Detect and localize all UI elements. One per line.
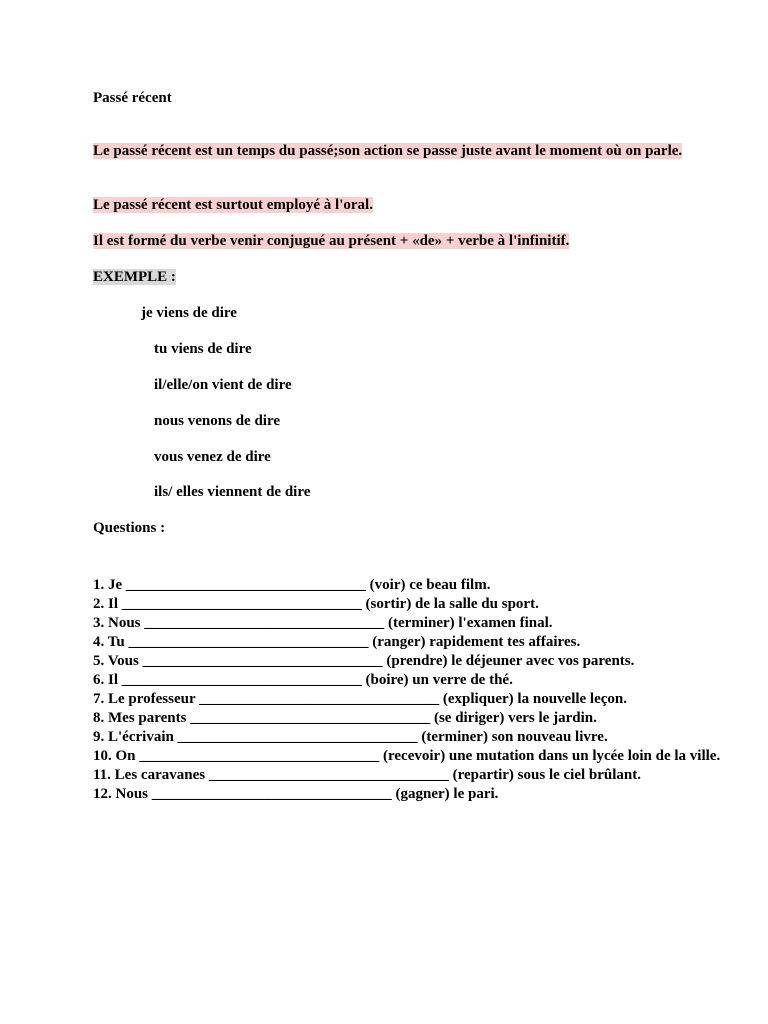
question-item: 10. On ________________________________ (recevoir) une mutation dans un lycée loin de la ville.: [93, 748, 721, 764]
questions-list: [93, 576, 723, 804]
question-item: 3. Nous ________________________________ (terminer) l'examen final.: [93, 615, 553, 631]
question-item: 11. Les caravanes ________________________________ (repartir) sous le ciel brûlant.: [93, 767, 642, 783]
conjugation-line-1: je viens de dire: [141, 305, 237, 321]
question-item: 8. Mes parents ________________________________ (se diriger) vers le jardin.: [93, 710, 597, 726]
question-item: 1. Je ________________________________ (voir) ce beau film.: [93, 577, 491, 593]
definition-text-3: Il est formé du verbe venir conjugué au présent + «de» + verbe à l'infinitif.: [93, 233, 570, 249]
question-item: 2. Il ________________________________ (sortir) de la salle du sport.: [93, 596, 539, 612]
conjugation-line-6: ils/ elles viennent de dire: [154, 484, 311, 500]
definition-paragraph-1: [93, 142, 713, 160]
question-item: 7. Le professeur ________________________________ (expliquer) la nouvelle leçon.: [93, 691, 628, 707]
questions-label: Questions :: [93, 520, 166, 536]
conjugation-line-5: vous venez de dire: [154, 449, 271, 465]
conjugation-line-2: tu viens de dire: [154, 341, 252, 357]
conjugation-line-4: nous venons de dire: [154, 413, 281, 429]
definition-paragraph-2: [93, 196, 373, 214]
question-item: 12. Nous ________________________________ (gagner) le pari.: [93, 786, 499, 802]
definition-text-2: Le passé récent est surtout employé à l'oral.: [93, 197, 373, 213]
definition-text-1: Le passé récent est un temps du passé;son action se passe juste avant le moment où on parle.: [93, 143, 683, 159]
document-title: Passé récent: [93, 90, 172, 106]
question-item: 4. Tu ________________________________ (ranger) rapidement tes affaires.: [93, 634, 581, 650]
definition-paragraph-3: [93, 232, 569, 250]
question-item: 5. Vous ________________________________ (prendre) le déjeuner avec vos parents.: [93, 653, 635, 669]
example-label: EXEMPLE :: [93, 269, 176, 285]
question-item: 9. L'écrivain ________________________________ (terminer) son nouveau livre.: [93, 729, 608, 745]
question-item: 6. Il ________________________________ (boire) un verre de thé.: [93, 672, 513, 688]
conjugation-line-3: il/elle/on vient de dire: [154, 377, 292, 393]
example-heading: [93, 268, 176, 286]
